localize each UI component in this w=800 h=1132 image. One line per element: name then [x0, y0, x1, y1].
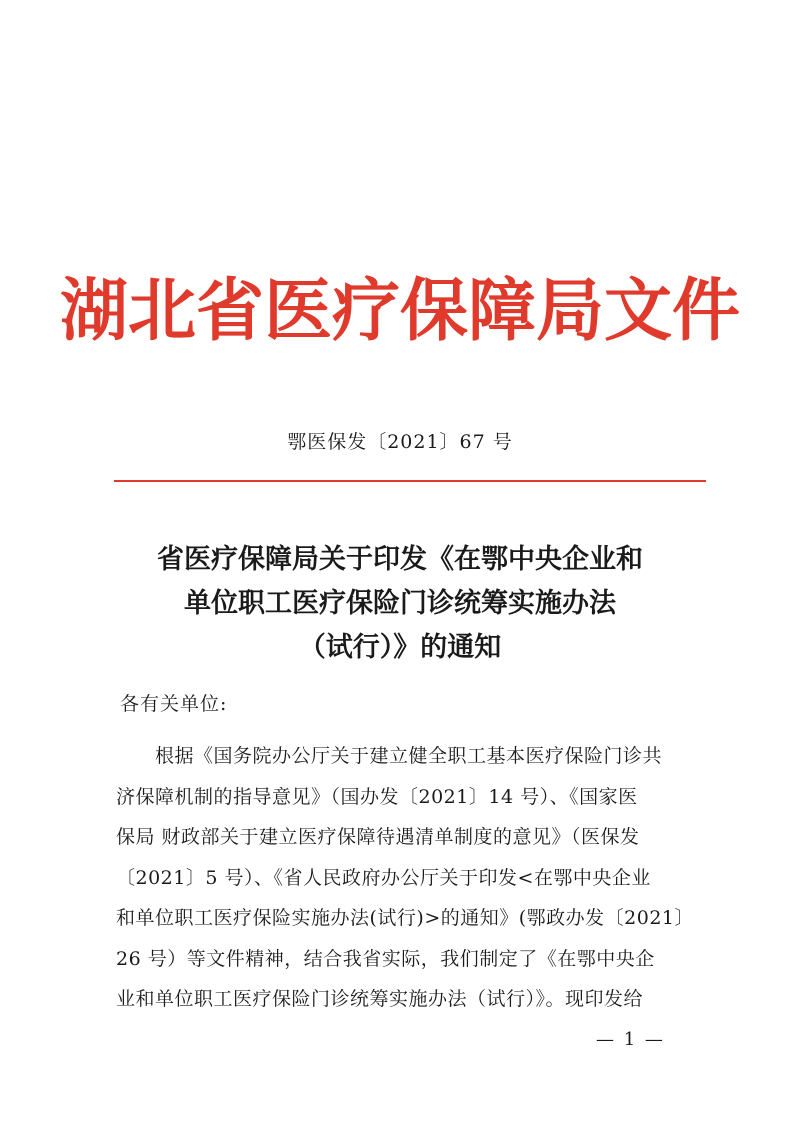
red-divider-line: [114, 480, 706, 482]
notice-title-line: （试行）》的通知: [298, 632, 502, 663]
notice-title: [0, 538, 800, 670]
body-line: 〔2021〕5 号）、《省人民政府办公厅关于印发<在鄂中央企业: [116, 866, 651, 889]
body-line: 根据《国务院办公厅关于建立健全职工基本医疗保险门诊共: [116, 745, 663, 767]
body-line: 和单位职工医疗保险实施办法(试行)>的通知》(鄂政办发〔2021〕: [116, 907, 695, 929]
document-number: 鄂医保发〔2021〕67 号: [287, 431, 513, 453]
body-line: 济保障机制的指导意见》（国办发〔2021〕14 号）、《国家医: [116, 785, 638, 808]
notice-title-line: 省医疗保障局关于印发《在鄂中央企业和: [157, 544, 643, 575]
body-paragraph: [116, 736, 710, 1020]
body-line: 26 号）等文件精神，结合我省实际，我们制定了《在鄂中央企: [116, 947, 655, 970]
notice-title-line: 单位职工医疗保险门诊统筹实施办法: [184, 588, 616, 619]
agency-header-title: 湖北省医疗保障局文件: [59, 272, 740, 351]
page-number: — 1 —: [596, 1029, 665, 1050]
body-line: 业和单位职工医疗保险门诊统筹实施办法（试行）》。现印发给: [116, 988, 644, 1010]
body-line: 保局 财政部关于建立医疗保障待遇清单制度的意见》（医保发: [116, 826, 640, 848]
salutation: 各有关单位:: [120, 693, 228, 715]
